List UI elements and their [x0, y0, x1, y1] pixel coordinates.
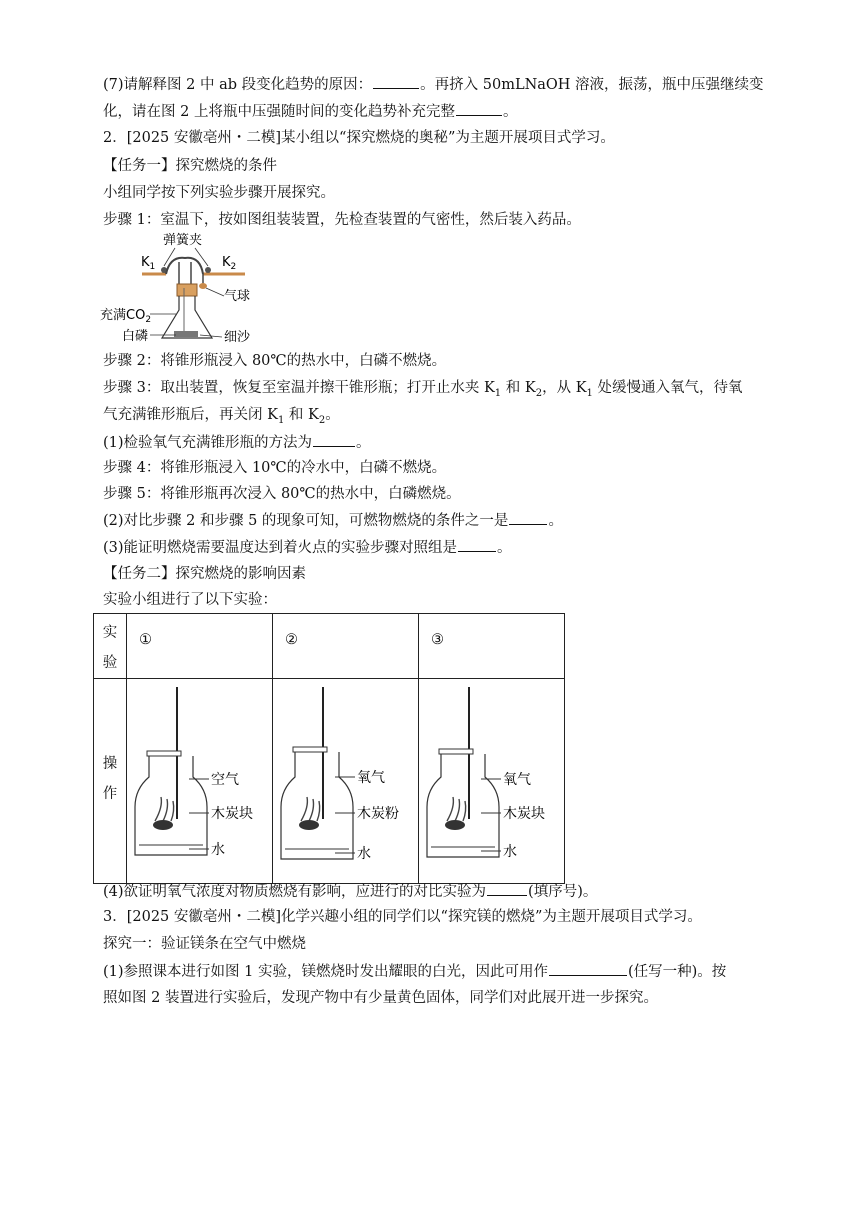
experiment-1-diagram	[127, 679, 273, 884]
charcoal-block-icon	[153, 820, 173, 830]
answer-blank[interactable]	[456, 101, 502, 116]
charcoal-block-icon	[445, 820, 465, 830]
answer-blank[interactable]	[313, 432, 355, 447]
svg-text:水: 水	[211, 842, 225, 858]
answer-blank[interactable]	[458, 537, 496, 552]
fig-label-co2: 充满$CO_2$	[100, 308, 152, 325]
question-4: (4)欲证明氧气浓度对物质燃烧有影响，应进行的对比实验为 (填序号)。	[103, 881, 597, 902]
bottle-diagram-3	[419, 679, 564, 879]
fig-label-clip: 弹簧夹	[163, 233, 203, 248]
answer-blank[interactable]	[509, 510, 547, 525]
stopper-icon	[177, 284, 197, 296]
fig-label-sand: 细沙	[224, 330, 251, 345]
experiment-2-header: ②	[273, 614, 419, 679]
svg-text:空气: 空气	[211, 772, 239, 788]
fig-label-k1: $K_1$	[141, 255, 156, 272]
gas-bottle-icon	[135, 756, 207, 855]
answer-blank[interactable]	[487, 881, 527, 896]
clip-k2-icon	[205, 267, 211, 273]
svg-text:木炭块: 木炭块	[211, 806, 253, 822]
p3-question-1-line2: 照如图 2 装置进行实验后，发现产物中有少量黄色固体，同学们对此展开进一步探究。	[103, 990, 658, 1006]
p3-question-1-line1: (1)参照课本进行如图 1 实验，镁燃烧时发出耀眼的白光，因此可用作 (任写一种)。按	[103, 961, 726, 982]
experiment-2-diagram	[273, 679, 419, 884]
fig-label-k2: $K_2$	[222, 255, 237, 272]
intro2: 实验小组进行了以下实验：	[103, 592, 277, 608]
flame-icon	[301, 797, 320, 821]
step3-line1: 步骤 3：取出装置，恢复至室温并擦干锥形瓶；打开止水夹 $K_1$ 和 $K_2$，从 $K_1$ 处缓慢通入氧气，待氧	[103, 380, 743, 399]
step5: 步骤 5：将锥形瓶再次浸入 80℃的热水中，白磷燃烧。	[103, 486, 461, 502]
step3-line2: 气充满锥形瓶后，再关闭 $K_1$ 和 $K_2$。	[103, 407, 340, 426]
charcoal-powder-icon	[299, 820, 319, 830]
answer-blank[interactable]	[549, 961, 627, 976]
svg-text:木炭块: 木炭块	[503, 806, 545, 822]
svg-text:水: 水	[357, 846, 371, 862]
step4: 步骤 4：将锥形瓶浸入 10℃的冷水中，白磷不燃烧。	[103, 460, 447, 476]
q7-line2: 化，请在图 2 上将瓶中压强随时间的变化趋势补充完整 。	[103, 101, 517, 122]
problem3-heading: 3．[2025 安徽亳州・二模]化学兴趣小组的同学们以“探究镁的燃烧”为主题开展项目式学习。	[103, 909, 702, 925]
task2-title: 【任务二】探究燃烧的影响因素	[103, 566, 306, 582]
bottle-diagram-2	[273, 679, 418, 879]
fig-label-phosphorus: 白磷	[122, 329, 149, 344]
step1: 步骤 1：室温下，按如图组装装置，先检查装置的气密性，然后装入药品。	[103, 212, 581, 228]
flask-apparatus-figure	[100, 228, 280, 348]
problem2-heading: 2．[2025 安徽亳州・二模]某小组以“探究燃烧的奥秘”为主题开展项目式学习。	[103, 130, 615, 146]
experiment-3-diagram	[419, 679, 565, 884]
fig-label-balloon: 气球	[224, 289, 251, 304]
answer-blank[interactable]	[373, 74, 419, 89]
task1-title: 【任务一】探究燃烧的条件	[103, 158, 277, 174]
gas-bottle-icon	[281, 752, 353, 859]
question-3: (3)能证明燃烧需要温度达到着火点的实验步骤对照组是 。	[103, 537, 512, 558]
explore1-title: 探究一：验证镁条在空气中燃烧	[103, 936, 306, 952]
svg-text:水: 水	[503, 844, 517, 860]
svg-text:氧气: 氧气	[503, 772, 531, 788]
gas-bottle-icon	[427, 754, 499, 857]
row-label-experiment: 实 验	[94, 614, 127, 679]
question-2: (2)对比步骤 2 和步骤 5 的现象可知，可燃物燃烧的条件之一是 。	[103, 510, 563, 531]
intro: 小组同学按下列实验步骤开展探究。	[103, 185, 335, 201]
bottle-diagram-1	[127, 679, 272, 879]
row-label-operation: 操 作	[94, 679, 127, 884]
experiment-1-header: ①	[127, 614, 273, 679]
flame-icon	[155, 797, 174, 821]
balloon-icon	[199, 283, 207, 289]
experiment-table	[93, 613, 565, 884]
white-phosphorus-icon	[174, 331, 198, 337]
step2: 步骤 2：将锥形瓶浸入 80℃的热水中，白磷不燃烧。	[103, 353, 447, 369]
experiment-3-header: ③	[419, 614, 565, 679]
flame-icon	[447, 797, 466, 821]
svg-text:木炭粉: 木炭粉	[357, 806, 399, 822]
svg-text:氧气: 氧气	[357, 770, 385, 786]
q7-line1: (7)请解释图 2 中 ab 段变化趋势的原因： 。再挤入 50mLNaOH 溶液，振荡，瓶中压强继续变	[103, 74, 764, 95]
question-1: (1)检验氧气充满锥形瓶的方法为 。	[103, 432, 371, 453]
